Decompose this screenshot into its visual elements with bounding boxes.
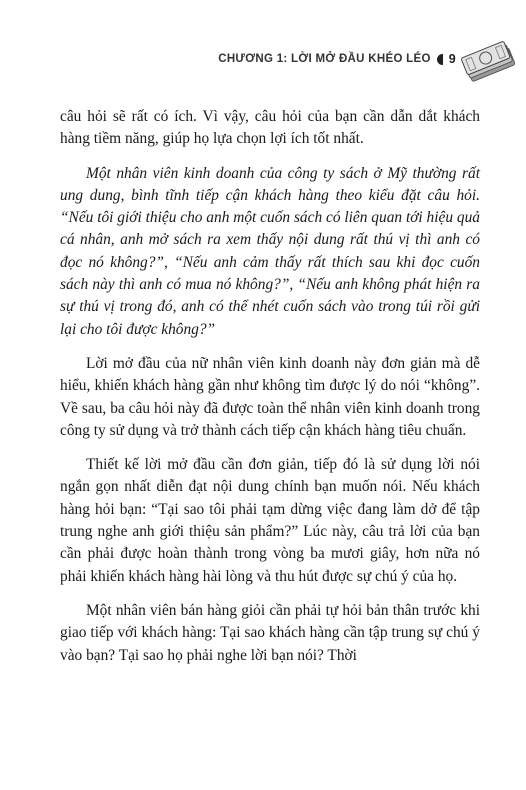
paragraph: Một nhân viên bán hàng giỏi cần phải tự hỏi bản thân trước khi giao tiếp với khách hàng: Tại sao khách hàng cần tập trung sự chú ý vào bạn? Tại sao họ phải nghe lời bạn nói? Thời [60,601,480,664]
paragraph: câu hỏi sẽ rất có ích. Vì vậy, câu hỏi của bạn cần dẫn dắt khách hàng tiềm năng, giúp họ lựa chọn lợi ích tốt nhất. [60,108,480,148]
italic-paragraph: Một nhân viên kinh doanh của công ty sách ở Mỹ thường rất ung dung, bình tĩnh tiếp cận khách hàng theo kiểu đặt câu hỏi. “Nếu tôi giới thiệu cho anh một cuốn sách có liên quan tới hiệu quả cá nhân, anh mở sách ra xem thấy nội dung rất thú vị thì anh có đọc nó không?”, “Nếu anh cảm thấy rất thích sau khi đọc cuốn sách này thì anh có mua nó không?”, “Nếu anh không phát hiện ra sự thú vị trong đó, anh có thể nhét cuốn sách vào trong túi rồi gửi lại cho tôi được không?” [60,164,480,338]
half-circle-ornament-icon [437,54,443,65]
money-stack-icon [460,38,518,84]
page-number: 9 [448,52,456,66]
paragraph: Thiết kế lời mở đầu cần đơn giản, tiếp đó là sử dụng lời nói ngắn gọn nhất diễn đạt nội dung chính bạn muốn nói. Nếu khách hàng hỏi bạn: “Tại sao tôi phải tạm dừng việc đang làm dở để tập trung nghe anh giới thiệu sản phẩm?” Lúc này, câu trả lời của bạn cần phải được hoàn thành trong vòng ba mươi giây, hơn nữa nó phải khiến khách hàng hài lòng và thu hút được sự chú ý của họ. [60,456,480,585]
body-text [60,106,480,679]
paragraph: Lời mở đầu của nữ nhân viên kinh doanh này đơn giản mà dễ hiểu, khiến khách hàng gần như không tìm được lý do nói “không”. Về sau, ba câu hỏi này đã được toàn thể nhân viên kinh doanh trong công ty sử dụng và trở thành cách tiếp cận khách hàng tiêu chuẩn. [60,354,480,439]
running-header [218,52,456,66]
chapter-title: CHƯƠNG 1: LỜI MỞ ĐẦU KHÉO LÉO [218,53,431,65]
